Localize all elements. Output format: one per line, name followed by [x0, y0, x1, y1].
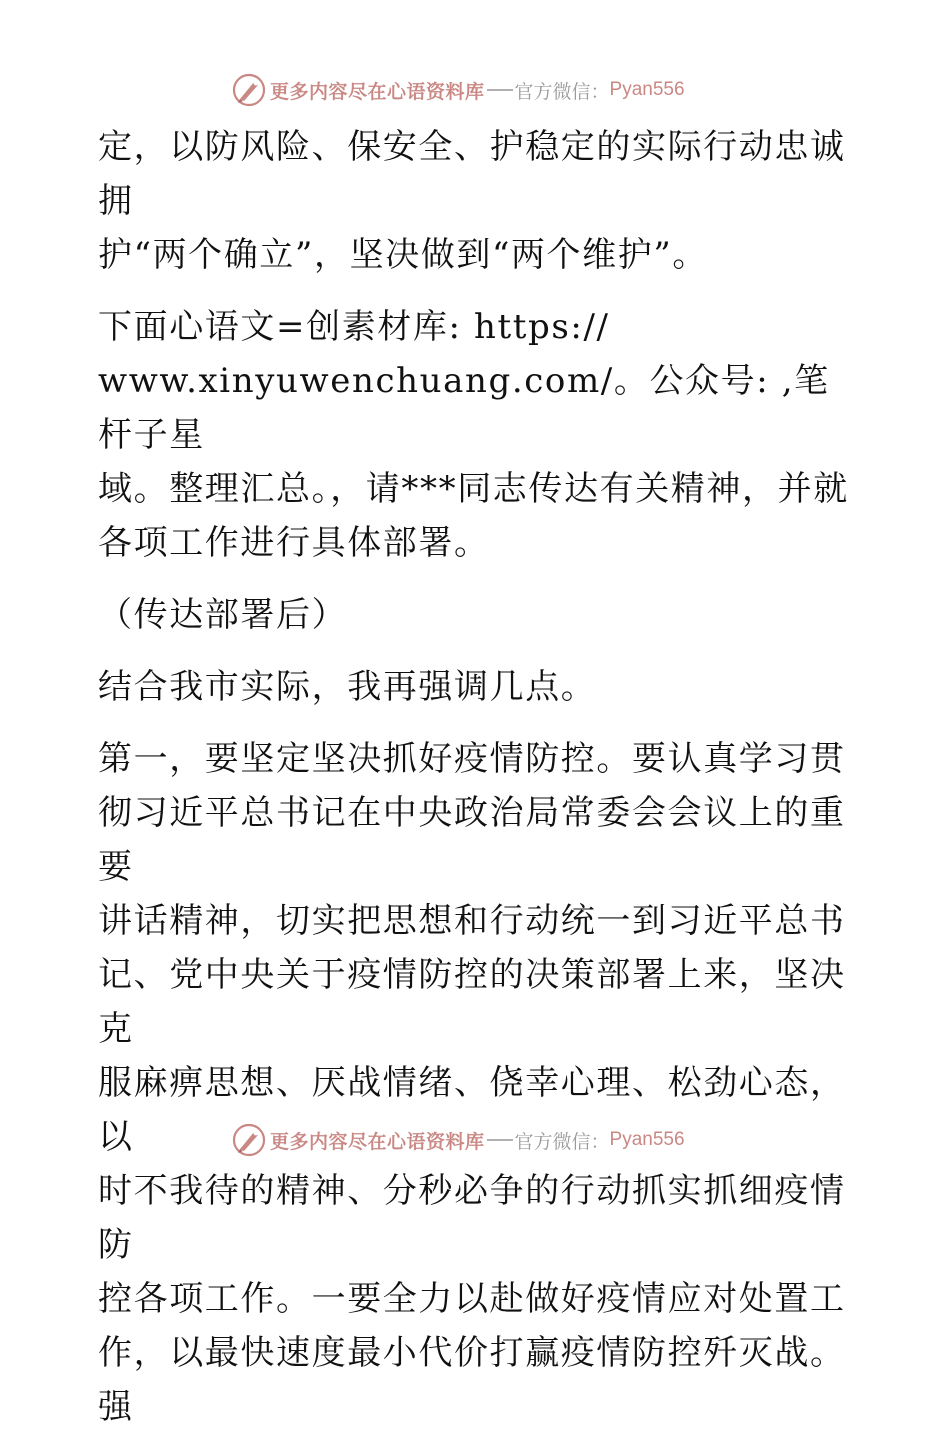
body-line: 服麻痹思想、厌战情绪、侥幸心理、松劲心态，以 — [98, 1063, 846, 1157]
banner-official-text: 官方微信： — [514, 80, 610, 103]
body-line: 定，以防风险、保安全、护稳定的实际行动忠诚拥 — [98, 127, 846, 221]
banner-dash — [487, 89, 513, 91]
banner-wechat-id: Pyan556 — [609, 79, 685, 100]
banner-brand-text: 更多内容尽在心语资料库 — [270, 1130, 485, 1153]
banner-official-text: 官方微信： — [514, 1130, 610, 1153]
body-line: 第一，要坚定坚决抓好疫情防控。要认真学习贯 — [98, 739, 846, 779]
body-line: 护“两个确立”，坚决做到“两个维护”。 — [98, 235, 708, 275]
body-line: 各项工作进行具体部署。 — [98, 523, 490, 563]
pen-logo-icon — [232, 73, 266, 107]
body-line: 记、党中央关于疫情防控的决策部署上来，坚决克 — [98, 955, 846, 1049]
document-body — [98, 120, 858, 1434]
body-line: （传达部署后） — [98, 595, 348, 635]
body-line: 讲话精神，切实把思想和行动统一到习近平总书 — [98, 901, 846, 941]
body-line: 彻习近平总书记在中央政治局常委会会议上的重要 — [98, 793, 846, 887]
banner-wechat-id: Pyan556 — [609, 1129, 685, 1150]
banner-brand-text: 更多内容尽在心语资料库 — [270, 80, 485, 103]
banner-dash — [487, 1139, 513, 1141]
body-line: 结合我市实际，我再强调几点。 — [98, 667, 597, 707]
body-line: 作，以最快速度最小代价打赢疫情防控歼灭战。强 — [98, 1333, 846, 1427]
body-line: 时不我待的精神、分秒必争的行动抓实抓细疫情防 — [98, 1171, 846, 1265]
body-line: 下面心语文=创素材库: https:// — [98, 307, 610, 347]
footer-banner — [232, 1122, 685, 1158]
header-banner — [232, 72, 685, 108]
body-line: www.xinyuwenchuang.com/。公众号: ,笔杆子星 — [98, 361, 830, 455]
body-line: 控各项工作。一要全力以赴做好疫情应对处置工 — [98, 1279, 846, 1319]
pen-logo-icon — [232, 1123, 266, 1157]
body-line: 域。整理汇总。，请***同志传达有关精神，并就 — [98, 469, 849, 509]
